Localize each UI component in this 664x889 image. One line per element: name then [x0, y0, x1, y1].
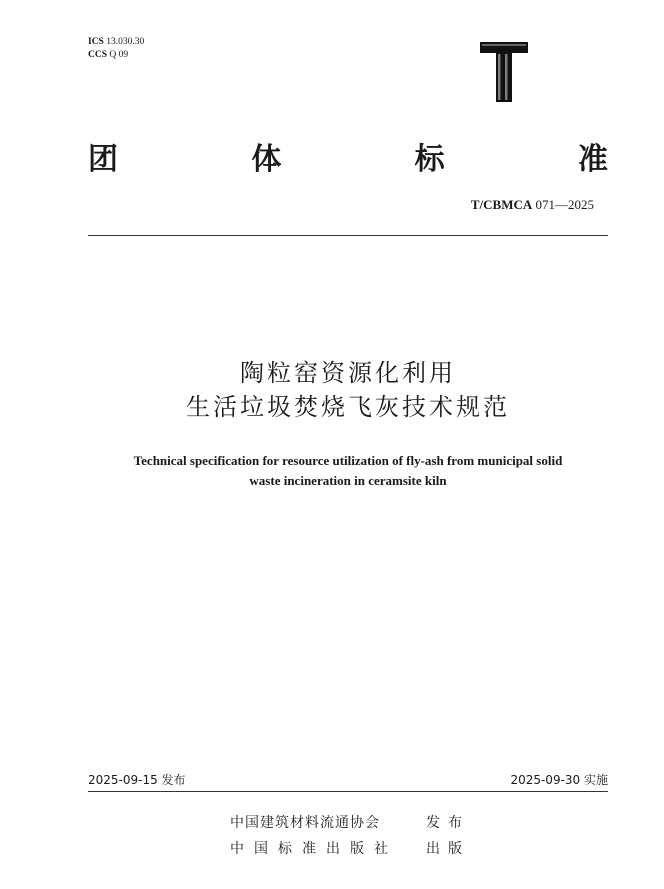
- t-logo-icon: [478, 40, 530, 104]
- publisher-action: 发布: [426, 815, 470, 831]
- ics-label: ICS: [88, 37, 104, 47]
- issue-date: 2025-09-15 发布: [88, 773, 186, 787]
- chinese-title: [88, 356, 608, 424]
- english-title-line1: Technical specification for resource utilization of fly-ash from municipal solid: [133, 453, 563, 468]
- publisher-name: 中国建筑材料流通协会: [230, 815, 380, 831]
- implementation-date: 2025-09-30 实施: [510, 773, 608, 787]
- ics-line: [88, 36, 144, 49]
- standard-number-code: 071—2025: [535, 197, 594, 212]
- top-divider: [88, 235, 608, 236]
- standard-number-org: T/CBMCA: [470, 197, 533, 212]
- ccs-code: Q 09: [109, 50, 129, 60]
- english-title-line2: waste incineration in ceramsite kiln: [249, 473, 447, 488]
- publisher-name: 中国标准出版社: [230, 841, 398, 857]
- standard-type-char: 体: [251, 142, 282, 177]
- english-title: [88, 451, 608, 491]
- standard-number: [471, 197, 594, 213]
- standard-type-char: 团: [88, 142, 118, 177]
- standard-type-title: [88, 136, 608, 176]
- ics-code: 13.030.30: [106, 37, 145, 47]
- publisher-action: 出版: [426, 841, 470, 857]
- ccs-line: [88, 49, 144, 62]
- standard-type-char: 准: [577, 142, 608, 177]
- chinese-title-line2: 生活垃圾焚烧飞灰技术规范: [186, 393, 510, 421]
- bottom-divider: [88, 791, 608, 792]
- ccs-label: CCS: [88, 50, 108, 60]
- classification-codes: [88, 36, 144, 62]
- publisher-row: [230, 812, 490, 832]
- standard-type-char: 标: [414, 142, 445, 177]
- publisher-row: [230, 838, 490, 858]
- chinese-title-line1: 陶粒窑资源化利用: [240, 359, 456, 387]
